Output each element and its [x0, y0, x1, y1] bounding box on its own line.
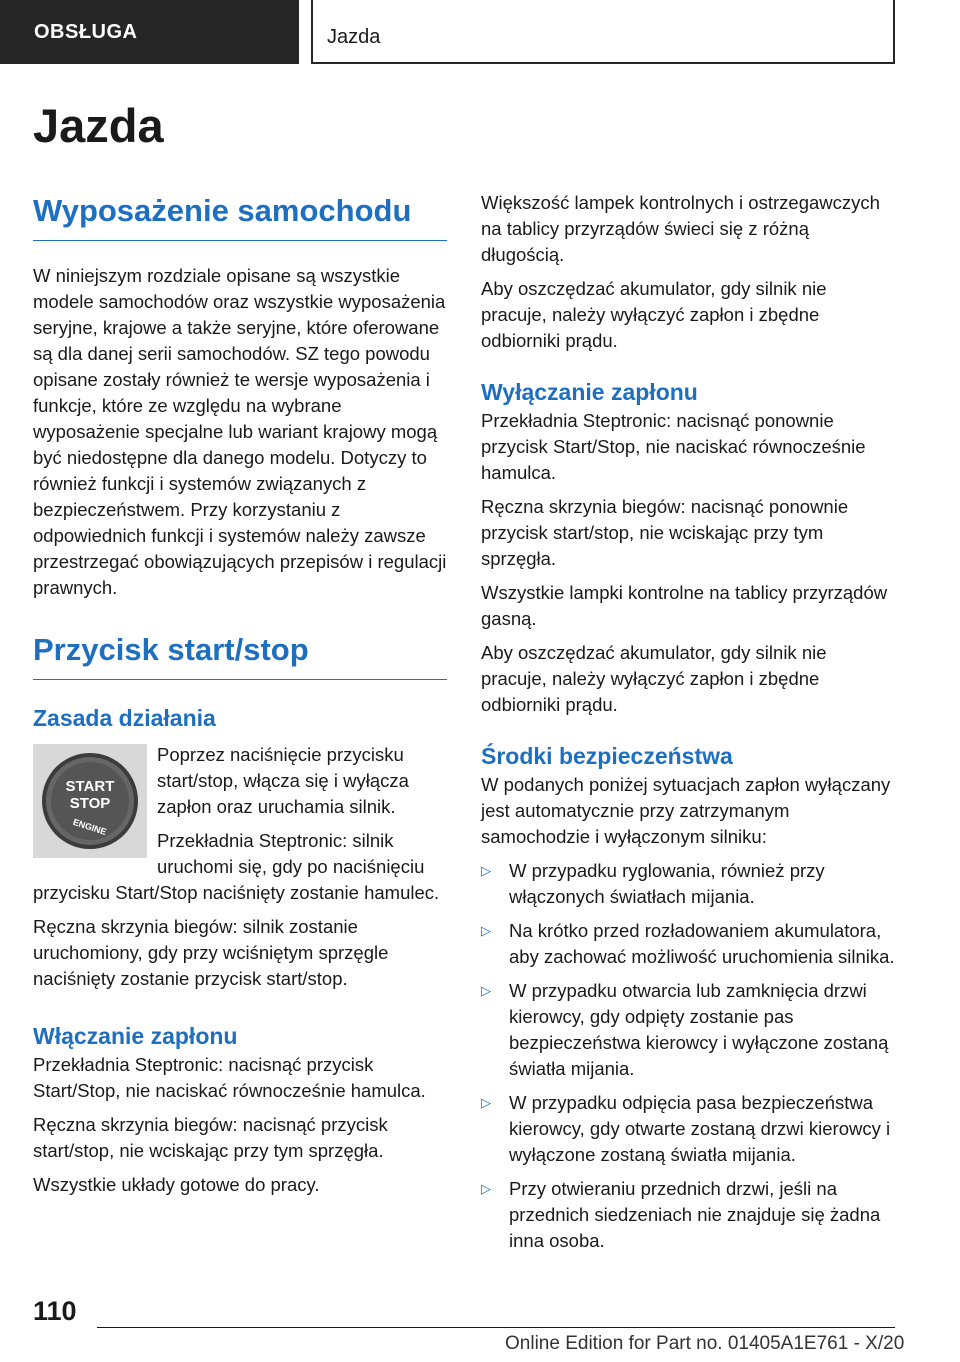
ignition-off-p2: Ręczna skrzynia biegów: nacisnąć ponownie przycisk start/stop, nie wciskając przy tym sprzęgła.	[481, 496, 849, 569]
heading-principle: Zasada działania	[33, 705, 216, 731]
button-label-engine: ENGINE	[71, 816, 108, 838]
list-item	[481, 918, 897, 970]
ignition-on-p4: Większość lampek kontrolnych i ostrzegawczych na tablicy przyrządów świeci się z różną długością.	[481, 192, 880, 265]
ignition-on-p5: Aby oszczędzać akumulator, gdy silnik nie pracuje, należy wyłączyć zapłon i zbędne odbiorniki prądu.	[481, 278, 827, 351]
safety-intro: W podanych poniżej sytuacjach zapłon wyłączany jest automatycznie przy zatrzymanym samochodzie i wyłączonym silniku:	[481, 774, 891, 847]
page-number: 110	[33, 1296, 77, 1326]
button-label-stop: STOP	[69, 795, 111, 812]
chapter-header: Jazda	[311, 0, 895, 64]
triangle-bullet-icon: ▷	[481, 863, 491, 878]
ignition-off-p3: Wszystkie lampki kontrolne na tablicy przyrządów gasną.	[481, 582, 888, 629]
ignition-on-p2: Ręczna skrzynia biegów: nacisnąć przycisk start/stop, nie wciskając przy tym sprzęgła.	[33, 1114, 388, 1161]
list-item-text: W przypadku otwarcia lub zamknięcia drzwi kierowcy, gdy odpięty zostanie pas bezpieczeństwa kierowcy i wyłączone zostaną światła mijania.	[509, 980, 889, 1079]
footer-rule	[97, 1327, 895, 1328]
page-title: Jazda	[33, 99, 164, 152]
list-item	[481, 1090, 897, 1168]
triangle-bullet-icon: ▷	[481, 1181, 491, 1196]
list-item	[481, 858, 897, 910]
section-tab: OBSŁUGA	[0, 0, 299, 64]
edition-note: Online Edition for Part no. 01405A1E761 - X/20	[505, 1333, 905, 1354]
equipment-paragraph: W niniejszym rozdziale opisane są wszystkie modele samochodów oraz wszystkie wyposażenia seryjne, krajowe a także seryjne, które oferowane są dla danej serii samochodów. SZ tego powodu opisane zostały również te wersje wyposażenia i funkcje, które ze względu na wybrane wyposażenie specjalne lub wariant krajowy mogą być niedostępne dla danego modelu. Dotyczy to również funkcji i systemów związanych z bezpieczeństwem. Przy korzystaniu z odpowiednich funkcji i systemów należy zawsze przestrzegać obowiązujących przepisów i regulacji prawnych.	[33, 265, 447, 598]
principle-p1: Poprzez naciśnięcie przycisku start/stop, włącza się i wyłącza zapłon oraz uruchamia silnik.	[157, 744, 409, 817]
list-item	[481, 1176, 897, 1254]
ignition-on-p1: Przekładnia Steptronic: nacisnąć przycisk Start/Stop, nie naciskać równocześnie hamulca.	[33, 1054, 426, 1101]
heading-ignition-on: Włączanie zapłonu	[33, 1023, 238, 1049]
triangle-bullet-icon: ▷	[481, 1095, 491, 1110]
ignition-off-p4: Aby oszczędzać akumulator, gdy silnik nie pracuje, należy wyłączyć zapłon i zbędne odbiorniki prądu.	[481, 642, 827, 715]
heading-ignition-off: Wyłączanie zapłonu	[481, 379, 698, 405]
left-column	[33, 190, 447, 1198]
list-item-text: W przypadku odpięcia pasa bezpieczeństwa kierowcy, gdy otwarte zostaną drzwi kierowcy i wyłączone zostaną światła mijania.	[509, 1092, 891, 1165]
start-stop-button-image	[33, 744, 147, 858]
right-column	[481, 190, 897, 1254]
list-item-text: W przypadku ryglowania, również przy włączonych światłach mijania.	[509, 860, 825, 907]
button-label-start: START	[65, 778, 115, 795]
ignition-on-p3: Wszystkie układy gotowe do pracy.	[33, 1174, 320, 1195]
triangle-bullet-icon: ▷	[481, 983, 491, 998]
principle-p3: Ręczna skrzynia biegów: silnik zostanie uruchomiony, gdy przy wciśniętym sprzęgle naciśnięty zostanie przycisk start/stop.	[33, 916, 389, 989]
triangle-bullet-icon: ▷	[481, 923, 491, 938]
list-item	[481, 978, 897, 1082]
heading-safety: Środki bezpieczeństwa	[481, 743, 733, 769]
ignition-off-p1: Przekładnia Steptronic: nacisnąć ponownie przycisk Start/Stop, nie naciskać równocześnie hamulca.	[481, 410, 866, 483]
heading-equipment: Wyposażenie samochodu	[33, 190, 447, 241]
list-item-text: Na krótko przed rozładowaniem akumulatora, aby zachować możliwość uruchomienia silnika.	[509, 920, 895, 967]
heading-start-stop-button: Przycisk start/stop	[33, 629, 447, 680]
principle-p2: Przekładnia Steptronic: silnik uruchomi się, gdy po naciśnięciu przycisku Start/Stop naciśnięty zostanie hamulec.	[33, 830, 440, 903]
list-item-text: Przy otwieraniu przednich drzwi, jeśli na przednich siedzeniach nie znajduje się żadna inna osoba.	[509, 1178, 881, 1251]
